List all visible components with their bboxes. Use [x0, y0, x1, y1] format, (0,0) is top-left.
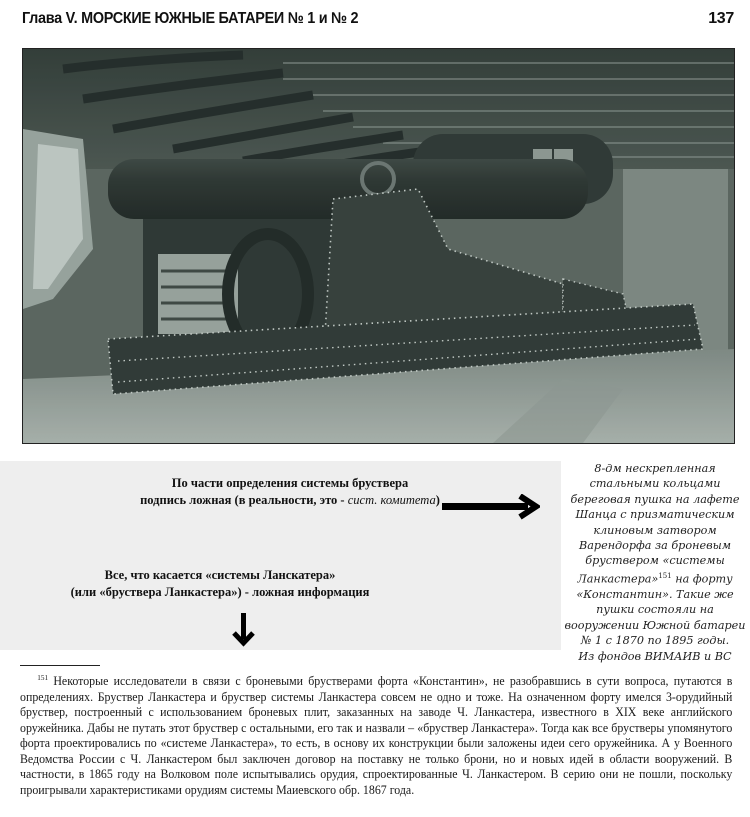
- chapter-title: Глава V. МОРСКИЕ ЮЖНЫЕ БАТАРЕИ № 1 и № 2: [22, 10, 359, 27]
- photograph: [22, 48, 735, 444]
- annotation-note-line: По части определения системы бруствера: [171, 476, 409, 490]
- footnote-text: Некоторые исследователи в связи с броневыми брустверами форта «Константин», не разобравшись в сути вопроса, путаются в определениях. Бруствер Ланкастера и бруствер системы Ланкастера совсем не одно и тоже. На означенном форту имелся 3-орудийный бруствер, построенный с использованием броневых плит, заказанных на заводе Ч. Ланкастера, известного в XIX веке английского оружейника. Дабы не путать этот бруствер с остальными, его так и назвали – «бруствер Ланкастера». Тогда как все брустверы упомянутого форта проектировались по «системе Ланкастера», то есть, в основу их конструкции были заложены идеи сего оружейника. А у Военного Ведомства России с Ч. Ланкастером был заключен договор на поставку не только брони, но и новых идей в области вооружений. В частности, в 1865 году на Волковом поле испытывались орудия, спроектированные Ч. Ланкастером. В серию они не пошли, поскольку проигрывали характеристиками орудиям системы Маиевского обр. 1867 года.: [20, 674, 733, 797]
- photo-caption: 8-дм нескрепленная стальными кольцами береговая пушка на лафете Шанца с призматическим клиновым затвором Варендорфа за броневым бруствером «системы Ланкастера»$^{151}$ на форту «Константин». Такие же пушки состояли на вооружении Южной батареи № 1 с 1870 по 1895 годы. Из фондов ВИМАИВ и ВС: [560, 461, 750, 664]
- annotation-note-line: (или «бруствера Ланкастера») - ложная информация: [70, 585, 370, 599]
- annotation-note-line: Все, что касается «системы Ланскатера»: [104, 568, 336, 582]
- running-head: [22, 8, 734, 30]
- footnote-ref[interactable]: 151: [658, 571, 672, 580]
- italic-term: сист. комитета: [347, 493, 436, 507]
- annotation-note-breastwork: [120, 475, 460, 509]
- arrow-down-icon: [231, 613, 257, 647]
- arrow-right-icon: [440, 494, 540, 520]
- annotation-note-lancaster: [55, 567, 385, 601]
- footnote-number: 151: [37, 673, 49, 682]
- annotation-note-line: подпись ложная (в реальности, это - сист. комитета): [140, 493, 440, 507]
- annotation-box: [0, 461, 561, 650]
- footnote: [20, 670, 732, 798]
- page-number: 137: [708, 10, 734, 27]
- footnote-rule: [20, 665, 100, 666]
- caption-source: Из фондов ВИМАИВ и ВС: [578, 649, 732, 663]
- photograph-icon: [23, 49, 734, 443]
